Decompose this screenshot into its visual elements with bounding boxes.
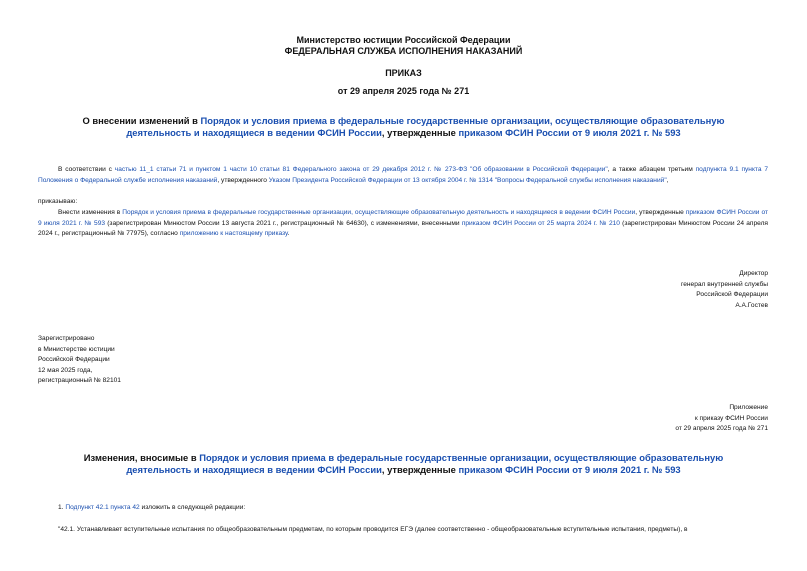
appendix-line-2: к приказу ФСИН России <box>694 414 768 422</box>
order-title <box>50 115 757 139</box>
item-1-text-2: изложить в следующей редакции: <box>139 504 246 511</box>
order-link-appendix[interactable]: приложению к настоящему приказу <box>179 230 288 237</box>
preamble-text-2: , а также абзацем третьим <box>607 166 696 173</box>
order-title-link-order[interactable]: приказом ФСИН России от 9 июля 2021 г. № 593 <box>458 127 681 138</box>
registration-block <box>38 334 121 387</box>
order-word: приказываю: <box>38 198 78 205</box>
registration-line-1: Зарегистрировано <box>38 335 95 342</box>
signature-rank: генерал внутренней службы <box>680 280 768 288</box>
preamble-link-decree[interactable]: Указом Президента Российской Федерации от 13 октября 2004 г. № 1314 "Вопросы Федеральной службы исполнения наказаний" <box>268 176 667 184</box>
signature-block <box>681 269 768 311</box>
changes-title-prefix: Изменения, вносимые в <box>83 452 200 463</box>
item-quote: "42.1. Устанавливает вступительные испытания по общеобразовательным предметам, по которым проводится ЕГЭ (далее соответственно - общеобразовательные вступительные испытания, предметы), в <box>58 526 688 533</box>
order-text-1: Внести изменения в <box>58 209 123 216</box>
appendix-line-1: Приложение <box>729 404 768 411</box>
ministry-name: Министерство юстиции Российской Федерации <box>296 35 511 45</box>
doc-date-number: от 29 апреля 2025 года № 271 <box>337 86 470 96</box>
changes-title <box>50 452 757 476</box>
preamble-link-regulation[interactable]: подпункта 9.1 пункта 7 Положения о Федеральной службе исполнения наказаний <box>38 166 769 184</box>
order-title-middle: , утвержденные <box>381 127 459 138</box>
preamble-paragraph <box>38 165 768 186</box>
item-1-link-subpoint[interactable]: Подпункт 42.1 пункта 42 <box>65 504 140 511</box>
order-title-link-procedure[interactable]: Порядок и условия приема в федеральные государственные организации, осуществляющие образовательную деятельность и находящиеся в ведении ФСИН России <box>126 115 725 138</box>
appendix-line-3: от 29 апреля 2025 года № 271 <box>675 425 768 433</box>
preamble-text-1: В соответствии с <box>58 166 115 173</box>
signature-name: А.А.Гостев <box>735 301 768 309</box>
changes-title-link-procedure[interactable]: Порядок и условия приема в федеральные государственные организации, осуществляющие образовательную деятельность и находящиеся в ведении ФСИН России <box>126 452 724 475</box>
signature-position: Директор <box>739 270 768 277</box>
preamble-text-4: , <box>666 176 669 184</box>
item-1-text-1: 1. <box>58 504 66 511</box>
order-paragraph <box>38 208 768 240</box>
registration-line-2: в Министерстве юстиции <box>38 345 115 353</box>
appendix-block <box>675 403 768 435</box>
item-1 <box>38 503 768 514</box>
registration-line-4: 12 мая 2025 года, <box>38 366 93 374</box>
changes-title-link-order[interactable]: приказом ФСИН России от 9 июля 2021 г. № 593 <box>458 464 681 475</box>
signature-country: Российской Федерации <box>696 291 768 299</box>
order-text-3: (зарегистрирован Минюстом России 13 августа 2021 г., регистрационный № 64630), с изменениями, внесенными <box>105 219 462 227</box>
preamble-text-3: , утвержденного <box>217 176 269 184</box>
changes-title-middle: , утвержденные <box>381 464 459 475</box>
order-text-4: (зарегистрирован Минюстом России 24 апреля 2024 г., регистрационный № 77975), согласно <box>38 219 768 237</box>
order-text-2: , утвержденные <box>635 209 686 216</box>
registration-line-5: регистрационный № 82101 <box>38 377 121 385</box>
order-link-order-593[interactable]: приказом ФСИН России от 9 июля 2021 г. № 593 <box>38 209 768 227</box>
order-link-order-210[interactable]: приказом ФСИН России от 25 марта 2024 г. № 210 <box>461 219 620 227</box>
order-title-prefix: О внесении изменений в <box>82 115 201 126</box>
order-link-procedure[interactable]: Порядок и условия приема в федеральные государственные организации, осуществляющие образовательную деятельность и находящиеся в ведении ФСИН России <box>122 209 636 216</box>
service-name: ФЕДЕРАЛЬНАЯ СЛУЖБА ИСПОЛНЕНИЯ НАКАЗАНИЙ <box>284 46 523 56</box>
preamble-link-law[interactable]: частью 11_1 статьи 71 и пунктом 1 части 10 статьи 81 Федерального закона от 29 декабря 2012 г. № 273-ФЗ "Об образовании в Российской Федерации" <box>114 166 608 173</box>
order-text-5: . <box>287 230 290 237</box>
doc-type: ПРИКАЗ <box>385 68 422 78</box>
registration-line-3: Российской Федерации <box>38 356 110 364</box>
